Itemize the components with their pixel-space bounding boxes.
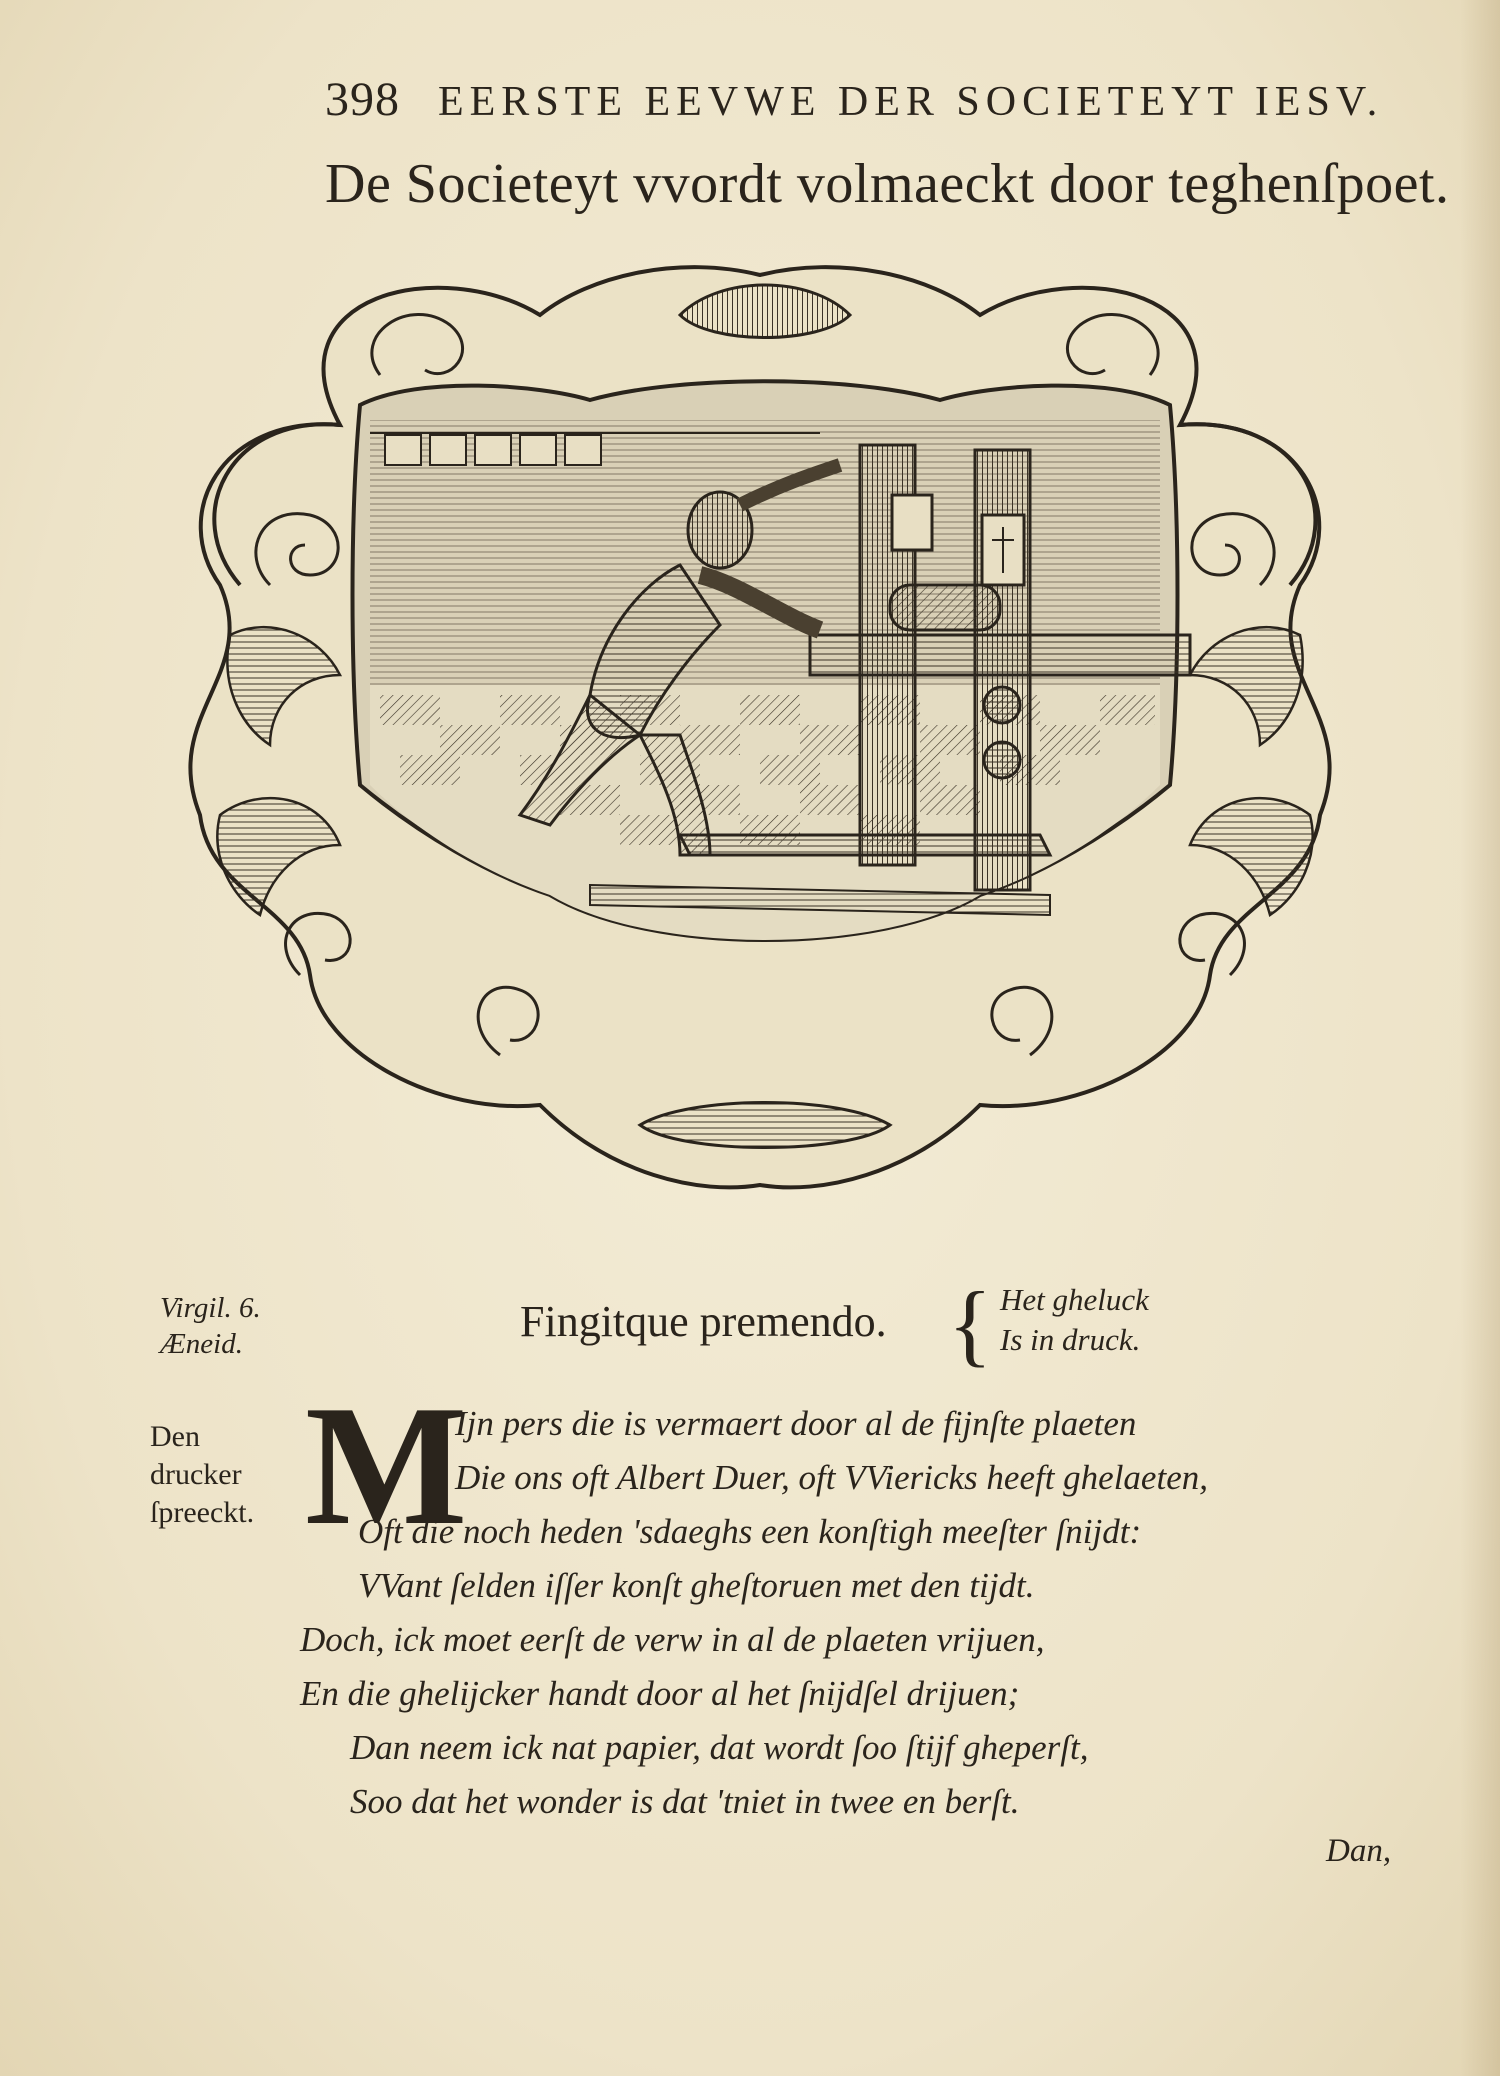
verse-line: Soo dat het wonder is dat 'tniet in twee en berſt. bbox=[350, 1782, 1020, 1821]
verse-line: En die ghelijcker handt door al het ſnijdſel drijuen; bbox=[300, 1674, 1020, 1713]
citation-line-2: Æneid. bbox=[160, 1328, 243, 1360]
verse-line: VVant ſelden iſſer konſt gheſtoruen met den tijdt. bbox=[358, 1566, 1035, 1605]
verse-line: Dan neem ick nat papier, dat wordt ſoo ſtijf gheperſt, bbox=[350, 1728, 1089, 1767]
running-head: EERSTE EEVWE DER SOCIETEYT IESV. bbox=[438, 79, 1384, 125]
verse-line: Ijn pers die is vermaert door al de fijnſte plaeten bbox=[455, 1404, 1137, 1443]
margin-line-1: Den bbox=[150, 1420, 200, 1453]
scene-panel bbox=[353, 381, 1191, 940]
verse-line: Oft die noch heden 'sdaeghs een konſtigh meeſter ſnijdt: bbox=[358, 1512, 1142, 1551]
dutch-rhyme bbox=[1000, 1280, 1240, 1360]
page-edge-shading bbox=[1460, 0, 1500, 2076]
running-header bbox=[325, 72, 1405, 132]
drop-cap: M bbox=[305, 1371, 468, 1561]
margin-line-2: drucker bbox=[150, 1458, 242, 1491]
catchword: Dan, bbox=[1326, 1833, 1392, 1869]
virgil-citation bbox=[160, 1290, 320, 1362]
verse-line: Die ons oft Albert Duer, oft VViericks heeft ghelaeten, bbox=[455, 1458, 1208, 1497]
printing-press-engraving bbox=[120, 255, 1410, 1235]
margin-line-3: ſpreeckt. bbox=[150, 1496, 255, 1529]
page-title: De Societeyt vvordt volmaeckt door teghenſpoet. bbox=[325, 153, 1450, 215]
rhyme-line-2: Is in druck. bbox=[1000, 1322, 1141, 1357]
verse-line: Doch, ick moet eerſt de verw in al de plaeten vrijuen, bbox=[300, 1620, 1045, 1659]
page-number: 398 bbox=[325, 73, 400, 126]
latin-motto: Fingitque premendo. bbox=[520, 1297, 887, 1346]
citation-line-1: Virgil. 6. bbox=[160, 1292, 261, 1324]
rhyme-line-1: Het gheluck bbox=[1000, 1282, 1149, 1317]
brace-glyph: { bbox=[948, 1273, 993, 1375]
speaker-margin-note bbox=[150, 1418, 300, 1532]
